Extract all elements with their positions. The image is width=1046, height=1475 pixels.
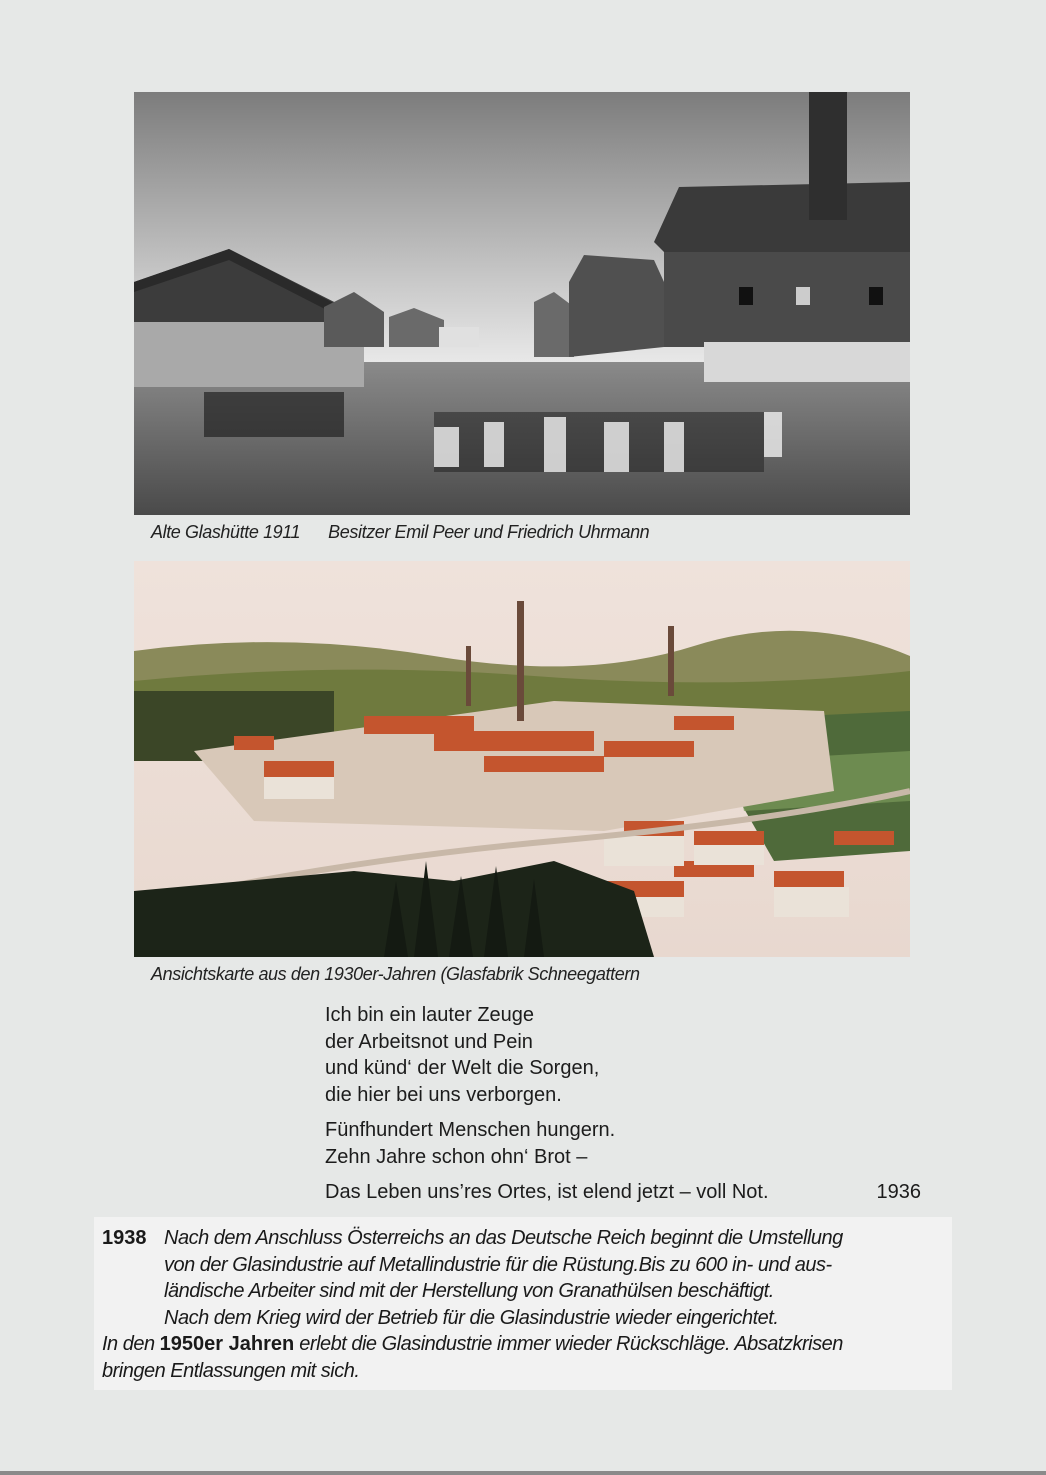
poem-line: Zehn Jahre schon ohn‘ Brot – xyxy=(325,1145,588,1168)
poem-line: Ich bin ein lauter Zeuge xyxy=(325,1004,535,1026)
history-text-box xyxy=(94,1217,952,1390)
history-1950s-text: erlebt die Glasindustrie immer wieder Rückschläge. Absatzkrisen xyxy=(299,1333,843,1355)
poem-stanza-2 xyxy=(325,1117,921,1170)
postcard-factory-image xyxy=(134,561,910,957)
photo-old-glassworks-1911 xyxy=(134,92,910,515)
history-line: Nach dem Krieg wird der Betrieb für die Glasindustrie wieder eingerichtet. xyxy=(164,1306,779,1329)
history-1950s-line2: bringen Entlassungen mit sich. xyxy=(102,1359,360,1382)
history-entry-1938 xyxy=(102,1225,944,1331)
photo1-caption xyxy=(151,522,649,543)
poem-line: der Arbeitsnot und Pein xyxy=(325,1030,533,1053)
poem xyxy=(325,1002,921,1206)
history-1950s-highlight: 1950er Jahren xyxy=(159,1333,295,1355)
page-bottom-border xyxy=(0,1471,1046,1475)
poem-line: Fünfhundert Menschen hungern. xyxy=(325,1119,616,1141)
photo1-caption-title: Alte Glashütte 1911 xyxy=(151,522,301,542)
photo1-caption-owners: Besitzer Emil Peer und Friedrich Uhrmann xyxy=(328,522,650,542)
poem-line: und künd‘ der Welt die Sorgen, xyxy=(325,1057,600,1079)
poem-line: die hier bei uns verborgen. xyxy=(325,1083,562,1106)
history-1938-text xyxy=(164,1225,843,1331)
photo-postcard-1930s xyxy=(134,561,910,957)
history-year-1938: 1938 xyxy=(102,1227,147,1249)
history-entry-1950s xyxy=(102,1331,944,1358)
poem-stanza-1 xyxy=(325,1002,921,1108)
photo-old-glassworks-image xyxy=(134,92,910,515)
history-1950s-prefix: In den xyxy=(102,1333,155,1355)
poem-line: Das Leben uns’res Ortes, ist elend jetzt – voll Not. xyxy=(325,1181,769,1203)
history-line: von der Glasindustrie auf Metallindustrie für die Rüstung.Bis zu 600 in- und aus- xyxy=(164,1253,832,1276)
history-line: Nach dem Anschluss Österreichs an das Deutsche Reich beginnt die Umstellung xyxy=(164,1227,843,1249)
poem-year: 1936 xyxy=(876,1181,921,1203)
history-line: ländische Arbeiter sind mit der Herstellung von Granathülsen beschäftigt. xyxy=(164,1280,774,1302)
poem-last-line xyxy=(325,1179,921,1206)
photo2-caption: Ansichtskarte aus den 1930er-Jahren (Glasfabrik Schneegattern xyxy=(151,964,640,984)
